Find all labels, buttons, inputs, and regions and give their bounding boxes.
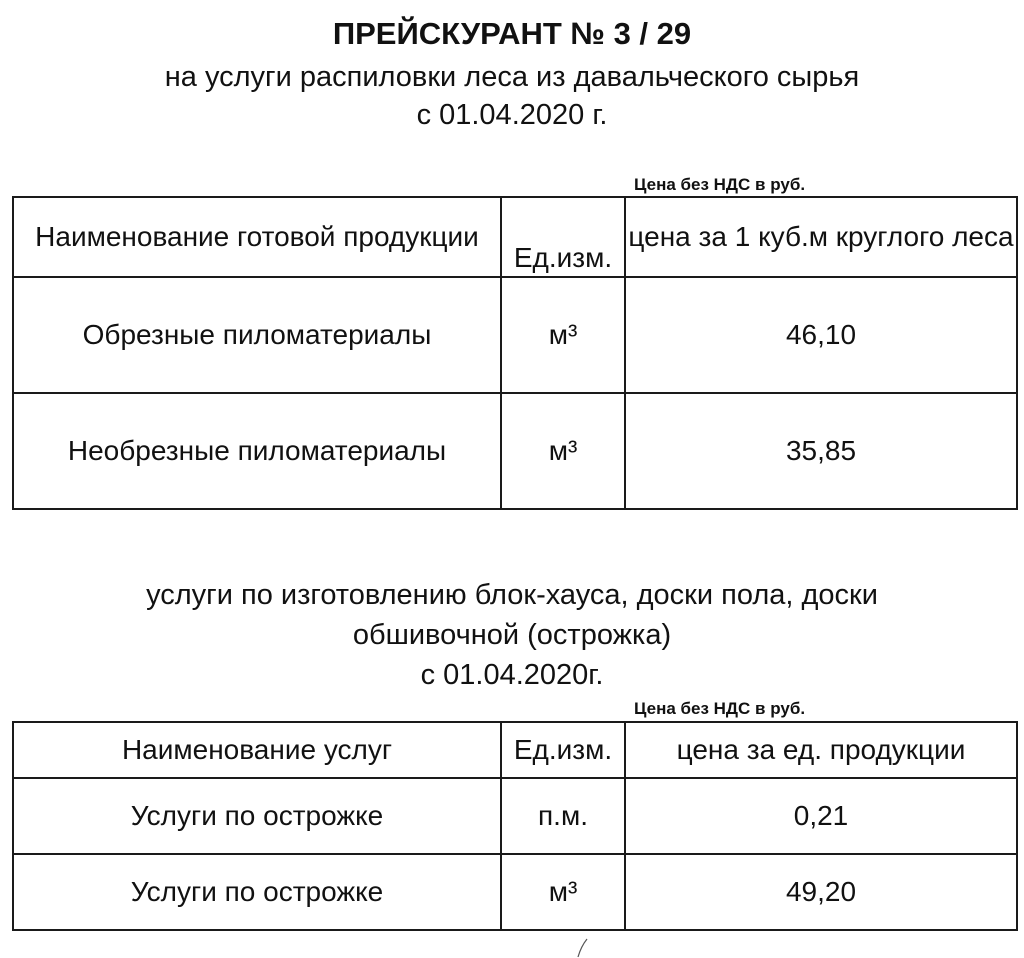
table1-price-note: Цена без НДС в руб.	[634, 175, 806, 194]
table-header-row	[13, 197, 1017, 277]
document-subtitle-line1: на услуги распиловки леса из давальческого сырья	[164, 61, 860, 93]
section2-date: с 01.04.2020г.	[420, 659, 604, 691]
row-unit: п.м.	[501, 778, 625, 854]
header-service-name: Наименование услуг	[13, 722, 501, 778]
header-unit: Ед.изм.	[501, 722, 625, 778]
row-service-name: Услуги по острожке	[13, 778, 501, 854]
header-unit: Ед.изм.	[501, 197, 625, 277]
table-row	[13, 393, 1017, 509]
header-price: цена за ед. продукции	[625, 722, 1017, 778]
row-service-name: Услуги по острожке	[13, 854, 501, 930]
row-product-name: Необрезные пиломатериалы	[13, 393, 501, 509]
document-title: ПРЕЙСКУРАНТ № 3 / 29	[332, 16, 692, 51]
sawing-price-table	[12, 196, 1018, 510]
section2-title-line2: обшивочной (острожка)	[352, 619, 672, 651]
header-price: цена за 1 куб.м круглого леса	[625, 197, 1017, 277]
table-row	[13, 854, 1017, 930]
document-subtitle-date: с 01.04.2020 г.	[416, 99, 608, 131]
planing-price-table	[12, 721, 1018, 931]
pen-stroke-mark	[574, 938, 590, 958]
row-price: 46,10	[625, 277, 1017, 393]
row-price: 35,85	[625, 393, 1017, 509]
row-price: 0,21	[625, 778, 1017, 854]
row-unit: м³	[501, 854, 625, 930]
table-row	[13, 778, 1017, 854]
row-unit: м³	[501, 277, 625, 393]
row-price: 49,20	[625, 854, 1017, 930]
table2-price-note: Цена без НДС в руб.	[634, 699, 806, 718]
table-header-row	[13, 722, 1017, 778]
row-product-name: Обрезные пиломатериалы	[13, 277, 501, 393]
section2-title-line1: услуги по изготовлению блок-хауса, доски пола, доски	[146, 579, 878, 611]
header-product-name: Наименование готовой продукции	[13, 197, 501, 277]
table-row	[13, 277, 1017, 393]
row-unit: м³	[501, 393, 625, 509]
